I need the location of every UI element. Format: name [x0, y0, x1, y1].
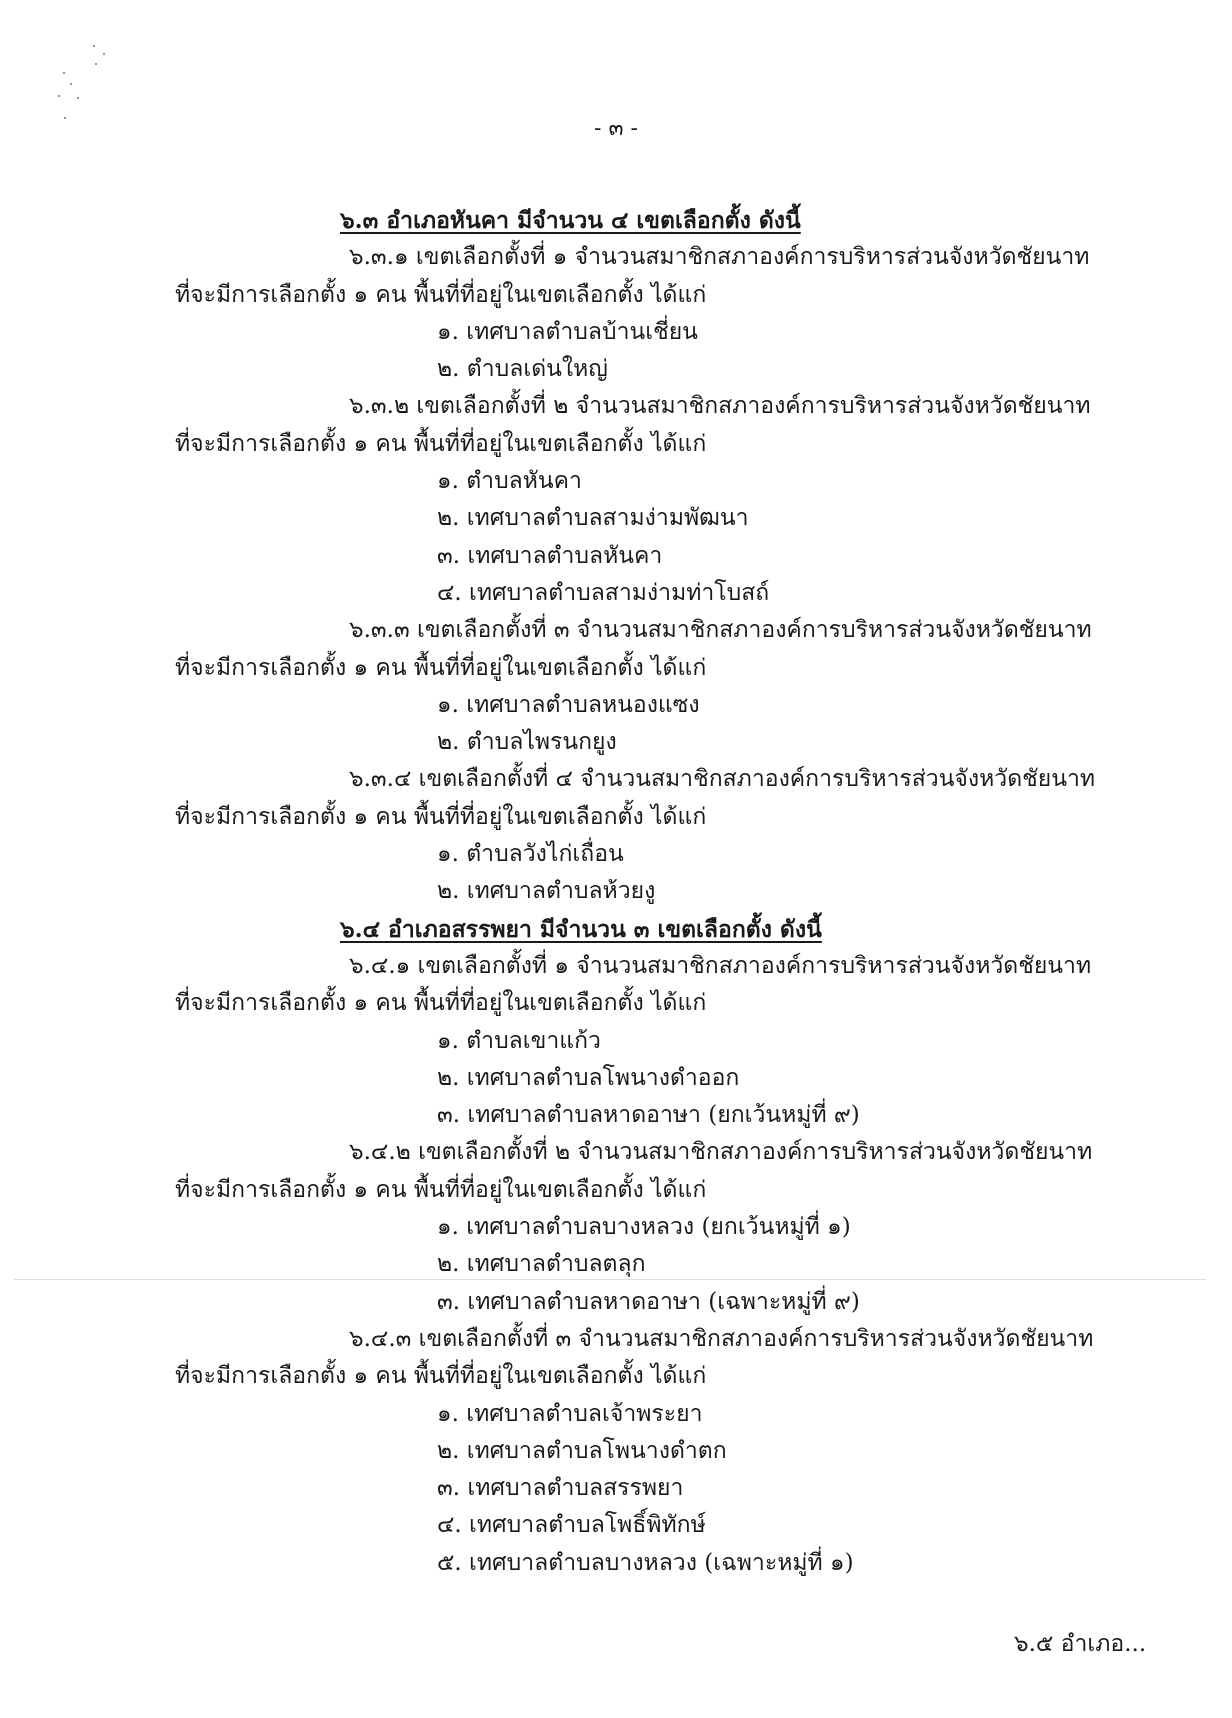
section-heading: ๖.๓ อำเภอหันคา มีจำนวน ๔ เขตเลือกตั้ง ดังนี้ — [340, 207, 801, 234]
district-intro-cont: ที่จะมีการเลือกตั้ง ๑ คน พื้นที่ที่อยู่ในเขตเลือกตั้ง ได้แก่ — [175, 430, 707, 457]
district-intro: ๖.๔.๓ เขตเลือกตั้งที่ ๓ จำนวนสมาชิกสภาองค์การบริหารส่วนจังหวัดชัยนาท — [349, 1325, 1094, 1352]
area-item: ๑. ตำบลวังไก่เถื่อน — [437, 841, 624, 868]
district-intro: ๖.๓.๒ เขตเลือกตั้งที่ ๒ จำนวนสมาชิกสภาองค์การบริหารส่วนจังหวัดชัยนาท — [349, 393, 1091, 420]
area-item: ๑. เทศบาลตำบลเจ้าพระยา — [437, 1400, 703, 1427]
page-number: - ๓ - — [594, 116, 638, 141]
district-intro: ๖.๓.๑ เขตเลือกตั้งที่ ๑ จำนวนสมาชิกสภาองค์การบริหารส่วนจังหวัดชัยนาท — [349, 244, 1090, 271]
area-item: ๔. เทศบาลตำบลสามง่ามท่าโบสถ์ — [437, 579, 770, 606]
area-item: ๑. ตำบลเขาแก้ว — [437, 1027, 601, 1054]
area-item: ๒. เทศบาลตำบลสามง่ามพัฒนา — [437, 505, 749, 532]
district-intro-cont: ที่จะมีการเลือกตั้ง ๑ คน พื้นที่ที่อยู่ในเขตเลือกตั้ง ได้แก่ — [175, 1176, 707, 1203]
area-item: ๒. เทศบาลตำบลห้วยงู — [437, 878, 656, 905]
area-item: ๒. เทศบาลตำบลโพนางดำตก — [437, 1437, 727, 1464]
district-intro: ๖.๔.๒ เขตเลือกตั้งที่ ๒ จำนวนสมาชิกสภาองค์การบริหารส่วนจังหวัดชัยนาท — [349, 1139, 1093, 1166]
area-item: ๒. เทศบาลตำบลโพนางดำออก — [437, 1064, 740, 1091]
district-intro-cont: ที่จะมีการเลือกตั้ง ๑ คน พื้นที่ที่อยู่ในเขตเลือกตั้ง ได้แก่ — [175, 654, 707, 681]
district-intro: ๖.๔.๑ เขตเลือกตั้งที่ ๑ จำนวนสมาชิกสภาองค์การบริหารส่วนจังหวัดชัยนาท — [349, 952, 1092, 979]
area-item: ๑. เทศบาลตำบลบ้านเชี่ยน — [437, 318, 698, 345]
area-item: ๒. ตำบลเด่นใหญ่ — [437, 356, 608, 383]
area-item: ๓. เทศบาลตำบลสรรพยา — [437, 1475, 684, 1502]
area-item: ๓. เทศบาลตำบลหันคา — [437, 542, 663, 569]
section-heading: ๖.๔ อำเภอสรรพยา มีจำนวน ๓ เขตเลือกตั้ง ดังนี้ — [340, 915, 822, 943]
document-body — [0, 202, 1232, 1582]
district-intro-cont: ที่จะมีการเลือกตั้ง ๑ คน พื้นที่ที่อยู่ในเขตเลือกตั้ง ได้แก่ — [175, 990, 707, 1017]
continuation-marker: ๖.๕ อำเภอ... — [1014, 1631, 1147, 1657]
area-item: ๑. เทศบาลตำบลหนองแซง — [437, 691, 700, 718]
area-item: ๒. ตำบลไพรนกยูง — [437, 729, 617, 756]
area-item: ๓. เทศบาลตำบลหาดอาษา (ยกเว้นหมู่ที่ ๙) — [437, 1102, 860, 1129]
district-intro: ๖.๓.๔ เขตเลือกตั้งที่ ๔ จำนวนสมาชิกสภาองค์การบริหารส่วนจังหวัดชัยนาท — [349, 766, 1096, 793]
area-item: ๕. เทศบาลตำบลบางหลวง (เฉพาะหมู่ที่ ๑) — [437, 1549, 854, 1576]
area-item: ๑. ตำบลหันคา — [437, 468, 582, 495]
area-item: ๔. เทศบาลตำบลโพธิ์พิทักษ์ — [437, 1512, 706, 1539]
area-item: ๓. เทศบาลตำบลหาดอาษา (เฉพาะหมู่ที่ ๙) — [437, 1288, 860, 1315]
area-item: ๒. เทศบาลตำบลตลุก — [437, 1251, 646, 1278]
district-intro: ๖.๓.๓ เขตเลือกตั้งที่ ๓ จำนวนสมาชิกสภาองค์การบริหารส่วนจังหวัดชัยนาท — [349, 617, 1092, 644]
district-intro-cont: ที่จะมีการเลือกตั้ง ๑ คน พื้นที่ที่อยู่ในเขตเลือกตั้ง ได้แก่ — [175, 1363, 707, 1390]
area-item: ๑. เทศบาลตำบลบางหลวง (ยกเว้นหมู่ที่ ๑) — [437, 1214, 851, 1241]
district-intro-cont: ที่จะมีการเลือกตั้ง ๑ คน พื้นที่ที่อยู่ในเขตเลือกตั้ง ได้แก่ — [175, 803, 707, 830]
district-intro-cont: ที่จะมีการเลือกตั้ง ๑ คน พื้นที่ที่อยู่ในเขตเลือกตั้ง ได้แก่ — [175, 281, 707, 308]
scan-fold-line — [14, 1279, 1206, 1280]
